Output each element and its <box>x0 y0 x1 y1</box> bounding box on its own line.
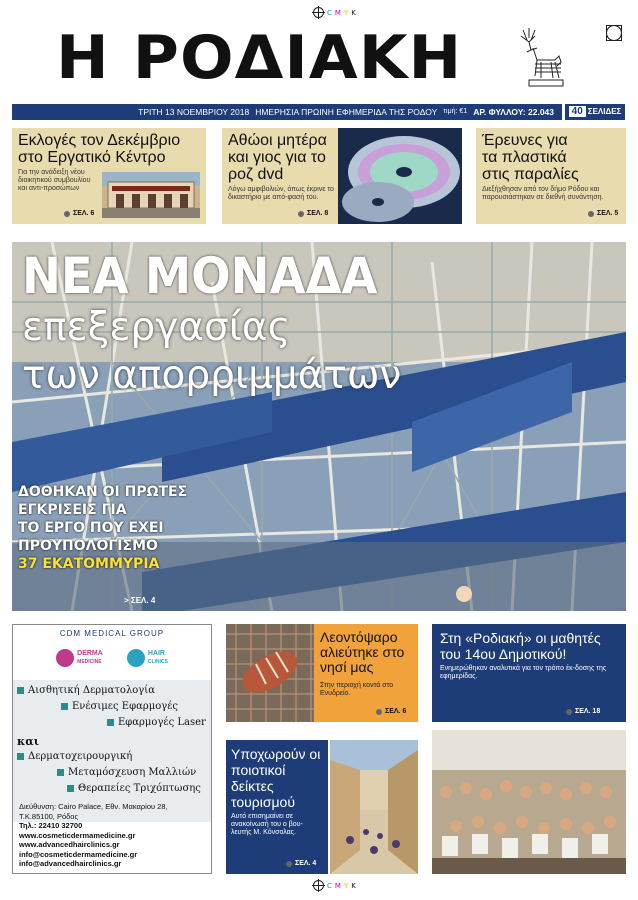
story-text: Ενημερώθηκαν αναλυτικά για τον τρόπο έκ-δοσης της εφημερίδας. <box>440 665 607 680</box>
pages-label: ΣΕΛΙΔΕΣ <box>587 107 622 116</box>
reg-c: C <box>327 881 332 890</box>
teaser-title: Αθώοι μητέρα και γιος για το ροζ dvd <box>228 132 327 183</box>
derma-sub: MEDICINE <box>77 659 102 665</box>
website-link[interactable]: www.cosmeticdermamedicine.gr <box>19 830 136 840</box>
hero-subheadline-1: επεξεργασίας <box>22 305 291 350</box>
hero-lead-line: ΕΓΚΡΙΣΕΙΣ ΓΙΑ <box>18 502 127 518</box>
ad-service <box>57 767 196 778</box>
medical-ad[interactable] <box>12 624 212 874</box>
lionfish-photo <box>226 624 314 722</box>
price: τιμή: €1 <box>443 108 468 115</box>
reg-y: Y <box>343 8 349 17</box>
bullet-icon <box>61 703 68 710</box>
phone: Τηλ.: 22410 32700 <box>19 821 83 830</box>
hero-headline: ΝΕΑ ΜΟΝΑΔΑ <box>22 247 378 305</box>
service-label: Δερματοχειρουργική <box>28 751 133 762</box>
old-town-photo <box>330 740 418 874</box>
story-text: Στην περιοχή κοντά στο Ενυδρείο. <box>320 682 394 697</box>
story-page-ref[interactable]: ΣΕΛ. 6 <box>376 708 406 715</box>
hero-lead-line: ΔΟΘΗΚΑΝ ΟΙ ΠΡΩΤΕΣ <box>18 484 188 500</box>
reg-y: Y <box>343 881 349 890</box>
hero-lead-highlight: 37 ΕΚΑΤΟΜΜΥΡΙΑ <box>18 556 160 572</box>
reg-c: C <box>327 8 332 17</box>
ad-service <box>107 717 206 728</box>
page-count <box>565 104 625 120</box>
bullet-icon <box>107 719 114 726</box>
service-label: Μεταμόσχευση Μαλλιών <box>68 767 197 778</box>
bullet-icon <box>17 687 24 694</box>
service-label: Θεραπείες Τριχόπτωσης <box>78 783 201 794</box>
teaser-page-ref[interactable]: ΣΕΛ. 8 <box>298 210 328 217</box>
registration-mark-top <box>313 7 356 18</box>
email-link[interactable]: info@advancedhairclinics.gr <box>19 859 122 868</box>
ad-and: και <box>17 735 40 748</box>
ad-service <box>67 783 201 794</box>
pages-number: 40 <box>569 106 586 117</box>
ad-address <box>19 802 168 869</box>
story-page-ref[interactable]: ΣΕΛ. 18 <box>566 708 600 715</box>
hero-page-ref[interactable]: > ΣΕΛ. 4 <box>124 596 156 605</box>
teaser-plastics[interactable] <box>476 128 626 224</box>
story-title: Λεοντόψαρο αλιεύτηκε στο νησί μας <box>320 629 405 675</box>
bullet-icon <box>67 785 74 792</box>
teaser-text: Για την ανάδειξη νέου διοικητικού συμβουλίου και αντι-προσώπων <box>18 169 91 192</box>
story-title: Υποχωρούν οι ποιοτικοί δείκτες τουρισμού <box>231 746 321 810</box>
bullet-icon <box>17 753 24 760</box>
hair-name: HAIR <box>147 650 165 657</box>
ad-service <box>61 701 178 712</box>
teaser-elections[interactable] <box>12 128 206 224</box>
hero-lead-line: ΠΡΟΥΠΟΛΟΓΙΣΜΟ <box>18 538 158 554</box>
ad-service <box>17 685 155 696</box>
ad-logos <box>13 646 211 670</box>
dvd-photo <box>338 128 462 224</box>
ad-brand: CDM MEDICAL GROUP <box>59 629 165 638</box>
issue-date: ΤΡΙΤΗ 13 ΝΟΕΜΒΡΙΟΥ 2018 <box>138 107 250 117</box>
hair-logo <box>127 649 168 667</box>
teaser-page-ref[interactable]: ΣΕΛ. 6 <box>64 210 94 217</box>
paper-description: ΗΜΕΡΗΣΙΑ ΠΡΩΙΝΗ ΕΦΗΜΕΡΙΔΑ ΤΗΣ ΡΟΔΟΥ <box>255 107 438 117</box>
service-label: Ενέσιμες Εφαρμογές <box>72 701 178 712</box>
address-line: Τ.Κ.85100, Ρόδος <box>19 811 79 821</box>
derma-logo <box>56 649 103 667</box>
hero-lead <box>18 483 187 573</box>
website-link[interactable]: www.advancedhairclinics.gr <box>19 840 120 849</box>
hair-logo-icon <box>127 649 145 667</box>
labor-center-photo <box>102 172 200 218</box>
teaser-title: Εκλογές τον Δεκέμβριο στο Εργατικό Κέντρο <box>18 132 181 166</box>
derma-name: DERMA <box>77 650 103 657</box>
derma-logo-icon <box>56 649 74 667</box>
service-label: Εφαρμογές Laser <box>118 717 206 728</box>
teaser-page-ref[interactable]: ΣΕΛ. 5 <box>588 210 618 217</box>
story-title: Στη «Ροδιακή» οι μαθητές του 14ου Δημοτικού! <box>440 630 601 662</box>
hero-subheadline-2: των απορριμμάτων <box>22 353 402 398</box>
teaser-dvd[interactable] <box>222 128 462 224</box>
bullet-icon <box>57 769 64 776</box>
students-photo <box>432 730 626 874</box>
registration-mark-bottom <box>313 880 356 891</box>
masthead-title: Η ΡΟΔΙΑΚΗ <box>56 23 463 93</box>
email-link[interactable]: info@cosmeticdermamedicine.gr <box>19 849 138 859</box>
crosshair-icon <box>313 880 324 891</box>
address-line: Διεύθυνση: Cairo Palace, Εθν. Μακαρίου 28, <box>19 802 168 811</box>
dateline-bar <box>12 104 562 120</box>
story-text: Αυτό επισημαίνει σε ανακοίνωσή του ο βου-λευτής Μ. Κόνσολας. <box>231 813 303 836</box>
ad-service <box>17 751 132 762</box>
teaser-text: Διεξήχθησαν από τον δήμο Ρόδου και παρουσιάστηκαν σε διεθνή συνάντηση. <box>482 186 604 201</box>
service-label: Αισθητική Δερματολογία <box>28 685 155 696</box>
teaser-title: Έρευνες για τα πλαστικά στις παραλίες <box>482 132 579 183</box>
deer-logo-icon <box>515 26 565 90</box>
reg-k: K <box>351 8 356 17</box>
issue-number: ΑΡ. ΦΥΛΛΟΥ: 22.043 <box>473 107 554 117</box>
reg-k: K <box>351 881 356 890</box>
story-students[interactable] <box>432 624 626 722</box>
emblem-icon <box>606 25 622 41</box>
story-tourism[interactable] <box>226 740 328 874</box>
crosshair-icon <box>313 7 324 18</box>
reg-m: M <box>334 881 341 890</box>
teaser-text: Λόγω αμφιβολιών, όπως έκρινε το δικαστήριο με από-φασή του. <box>228 186 334 201</box>
seal-logos <box>604 25 624 99</box>
hero-lead-line: ΤΟ ΕΡΓΟ ΠΟΥ ΕΧΕΙ <box>18 520 164 536</box>
hero-story[interactable] <box>12 242 626 611</box>
story-page-ref[interactable]: ΣΕΛ. 4 <box>286 860 316 867</box>
story-lionfish[interactable] <box>226 624 418 722</box>
hair-sub: CLINICS <box>147 659 168 665</box>
reg-m: M <box>334 8 341 17</box>
